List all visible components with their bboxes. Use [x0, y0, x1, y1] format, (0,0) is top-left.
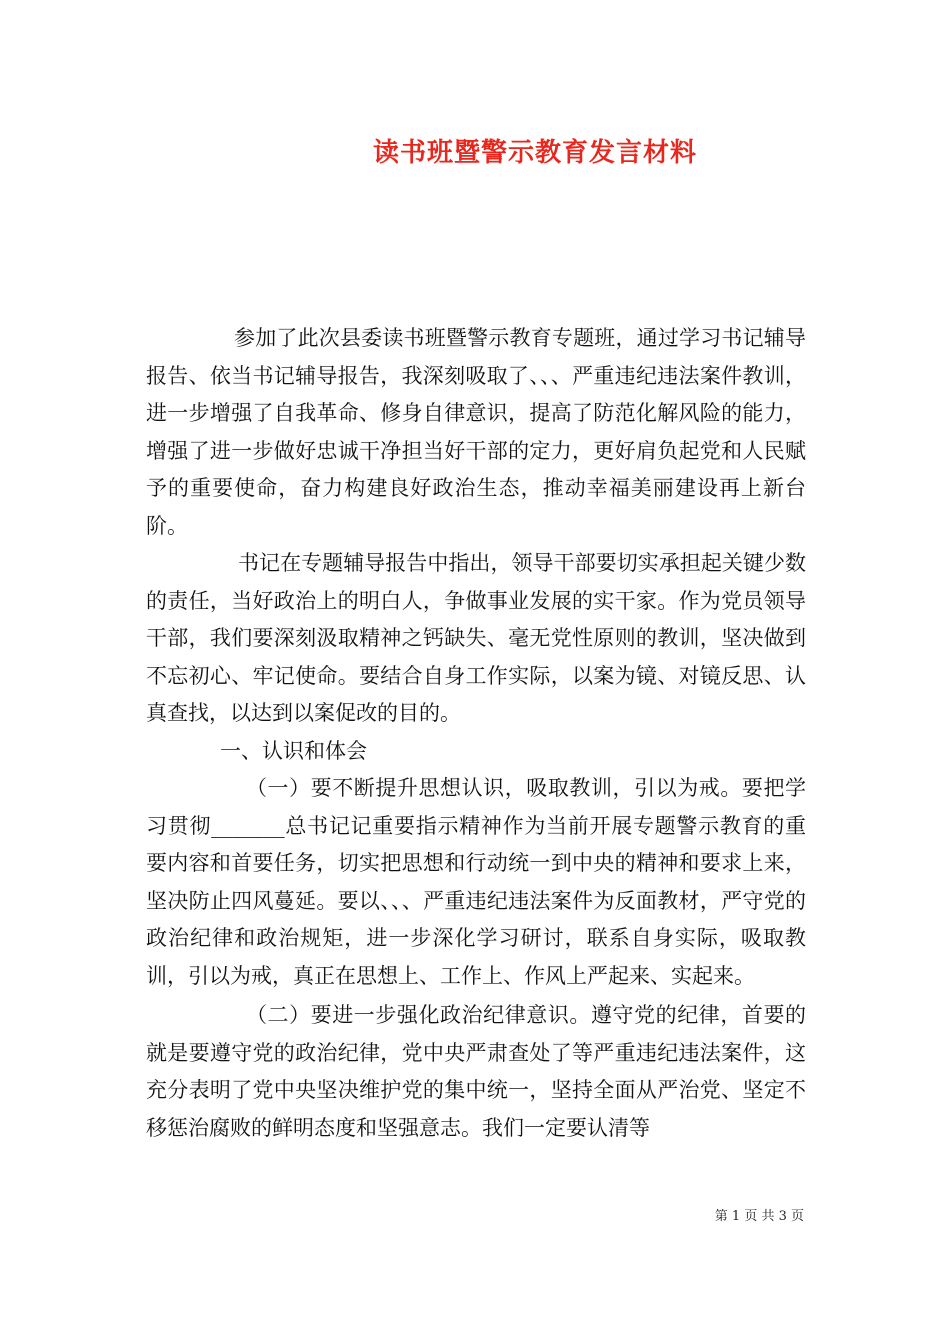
paragraph-subsection-2: （二）要进一步强化政治纪律意识。遵守党的纪律，首要的就是要遵守党的政治纪律，党中央严肃查处了等严重违纪违法案件，这充分表明了党中央坚决维护党的集中统一，坚持全面从严治党、坚定不移惩治腐败的鲜明态度和坚强意志。我们一定要认清等 [146, 1003, 806, 1140]
paragraph-subsection-1: （一）要不断提升思想认识，吸取教训，引以为戒。要把学习贯彻_______总书记记重要指示精神作为当前开展专题警示教育的重要内容和首要任务，切实把思想和行动统一到中央的精神和要求上来，坚决防止四风蔓延。要以、、、严重违纪违法案件为反面教材，严守党的政治纪律和政治规矩，进一步深化学习研讨，联系自身实际，吸取教训，引以为戒，真正在思想上、工作上、作风上严起来、实起来。 [146, 776, 806, 988]
paragraph-intro: 参加了此次县委读书班暨警示教育专题班，通过学习书记辅导报告、依当书记辅导报告，我深刻吸取了、、、严重违纪违法案件教训，进一步增强了自我革命、修身自律意识，提高了防范化解风险的能力，增强了进一步做好忠诚干净担当好干部的定力，更好肩负起党和人民赋予的重要使命，奋力构建良好政治生态，推动幸福美丽建设再上新台阶。 [146, 326, 806, 538]
page-number: 第 1 页 共 3 页 [714, 1209, 804, 1224]
document-title: 读书班暨警示教育发言材料 [372, 138, 697, 168]
paragraph-report: 书记在专题辅导报告中指出，领导干部要切实承担起关键少数的责任，当好政治上的明白人，争做事业发展的实干家。作为党员领导干部，我们要深刻汲取精神之钙缺失、毫无党性原则的教训，坚决做到不忘初心、牢记使命。要结合自身工作实际，以案为镜、对镜反思、认真查找，以达到以案促改的目的。 [146, 551, 806, 725]
document-body [146, 320, 806, 1147]
section-heading: 一、认识和体会 [220, 738, 367, 763]
